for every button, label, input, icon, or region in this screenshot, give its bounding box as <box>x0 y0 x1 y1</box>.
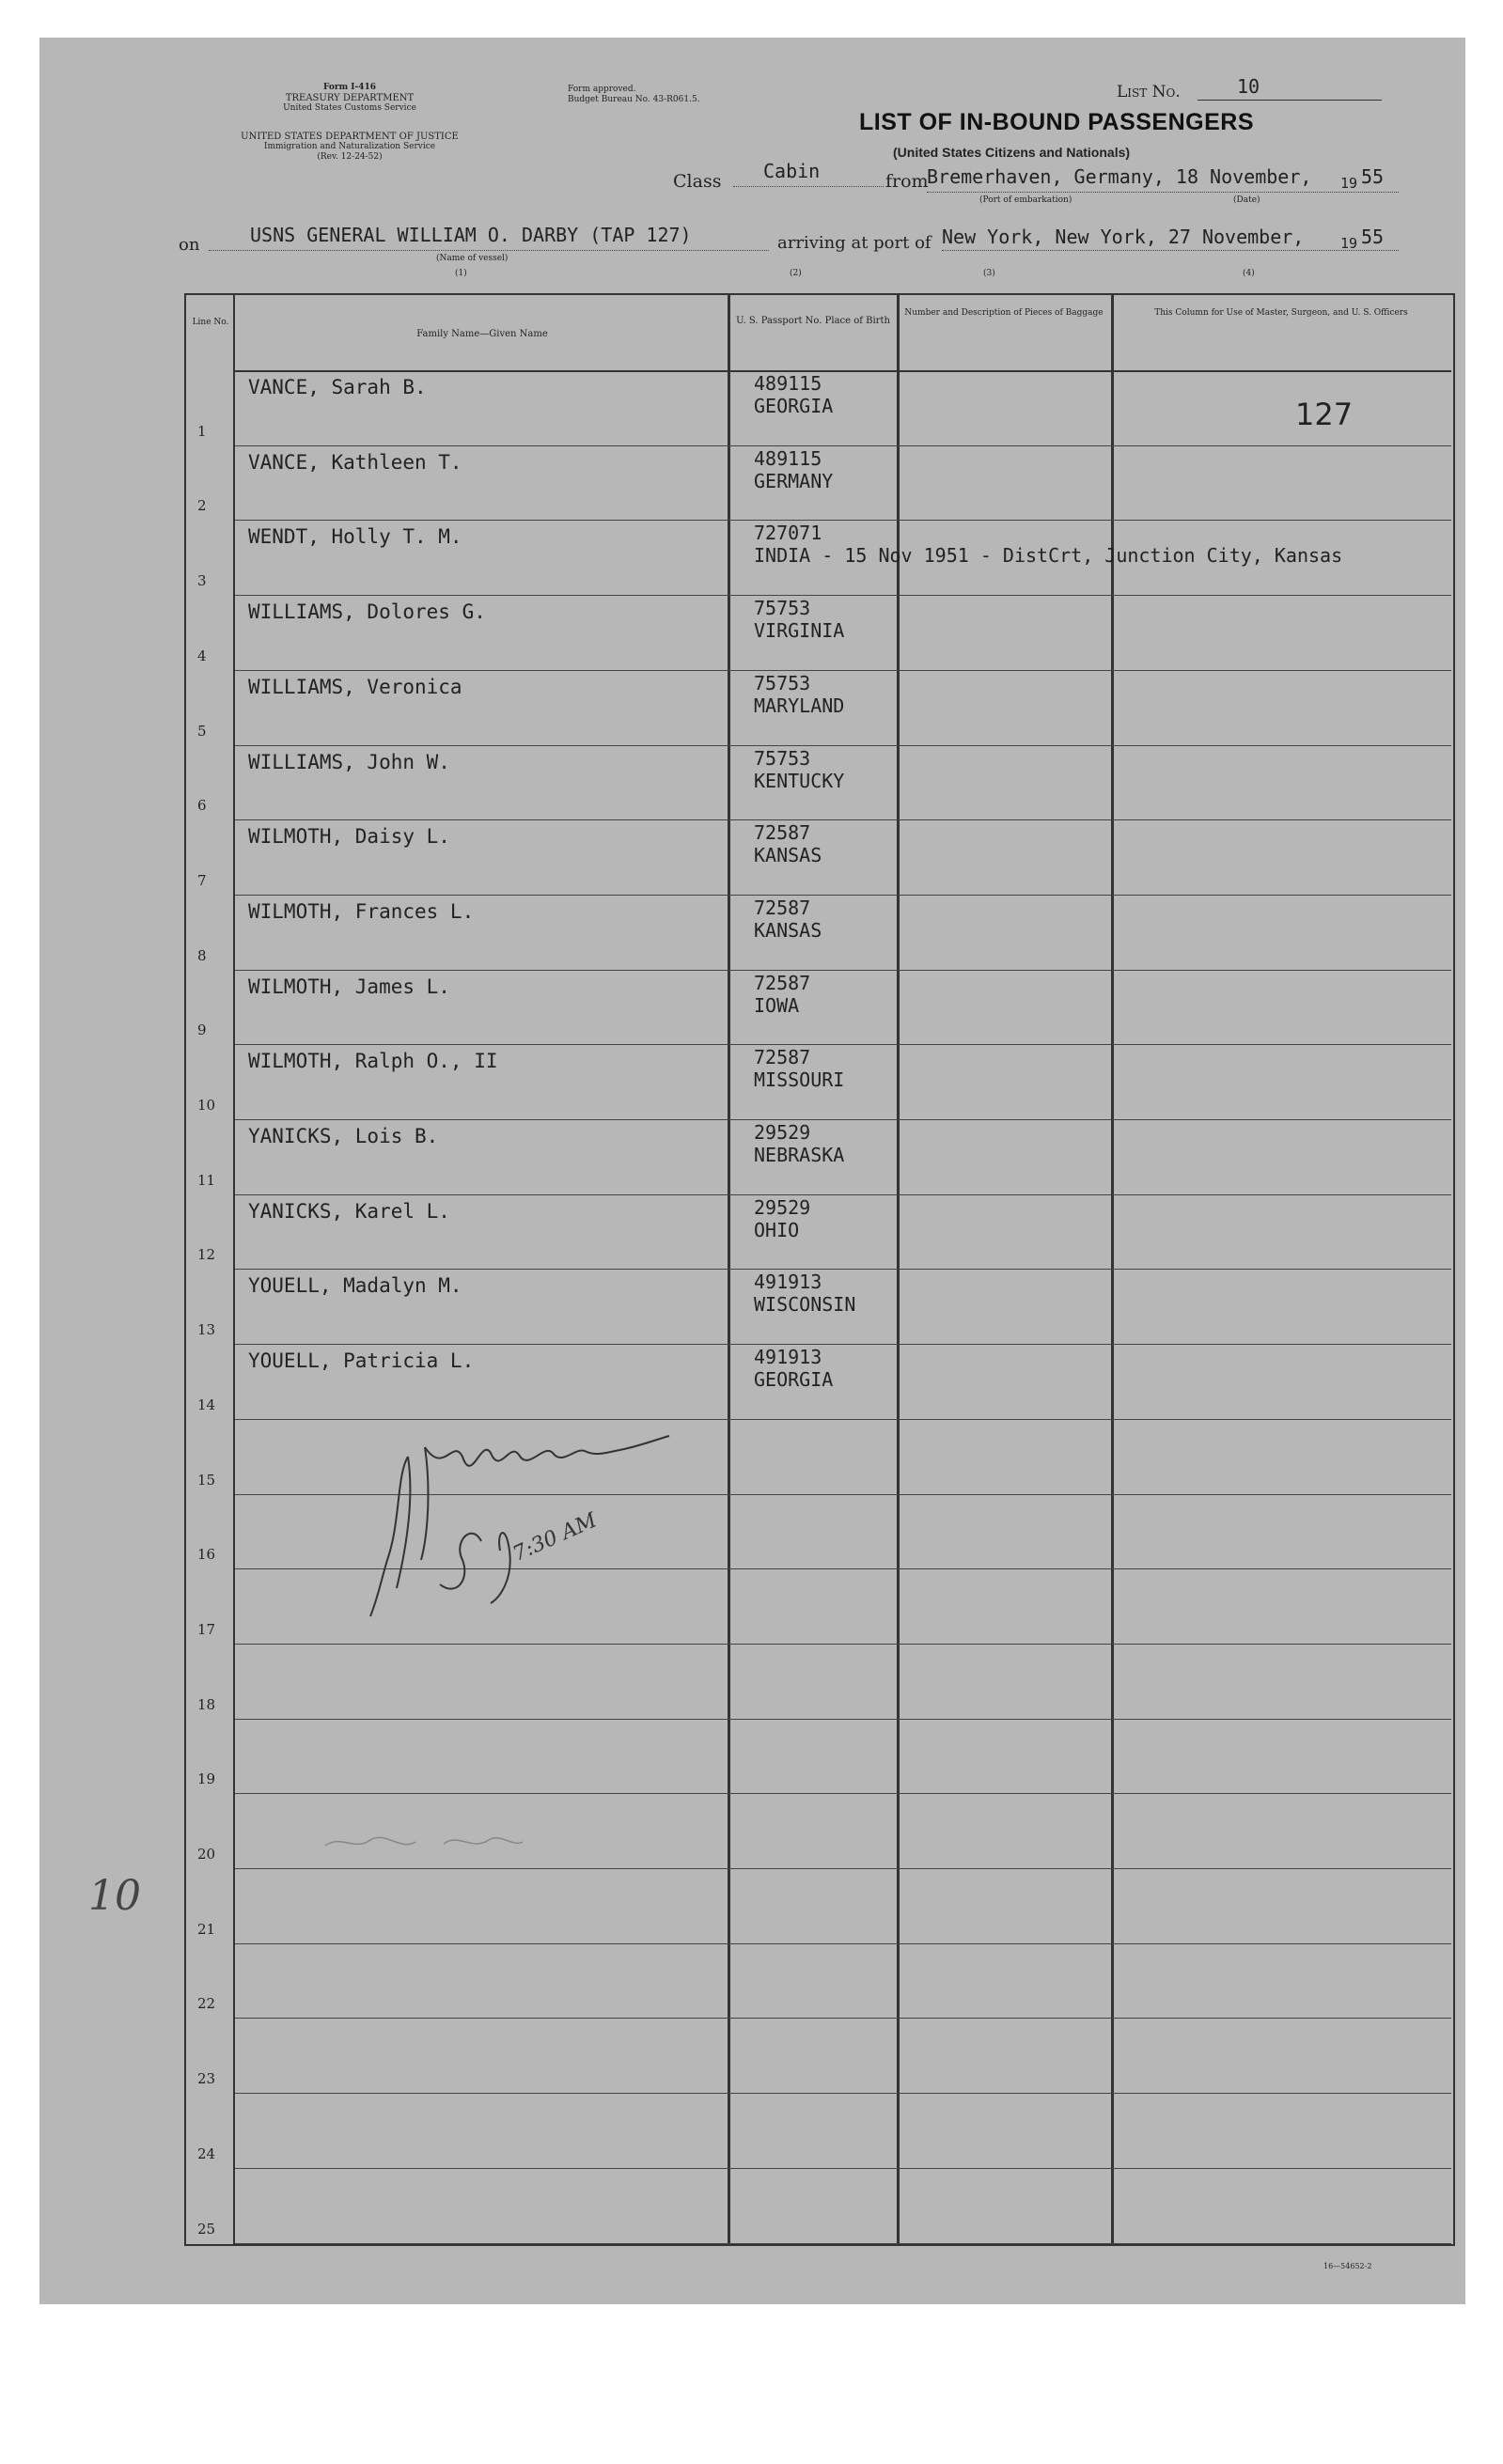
passport-number: 491913 <box>754 1271 822 1294</box>
class-underline <box>733 186 884 187</box>
row-rule <box>235 1719 1451 1720</box>
row-rule <box>235 1119 1451 1120</box>
faint-handwriting <box>321 1823 528 1861</box>
passenger-name: WILMOTH, Ralph O., II <box>248 1050 498 1073</box>
passport-number: 75753 <box>754 597 811 620</box>
passenger-name: YANICKS, Karel L. <box>248 1199 450 1223</box>
list-no-underline <box>1198 100 1382 101</box>
justice-department: UNITED STATES DEPARTMENT OF JUSTICE <box>241 132 459 142</box>
list-no-label: List No. <box>1117 83 1181 101</box>
date-caption: (Date) <box>1233 195 1260 205</box>
class-value: Cabin <box>763 160 821 182</box>
immigration-service: Immigration and Naturalization Service <box>263 142 436 151</box>
passport-number: 491913 <box>754 1346 822 1369</box>
officer-number: 127 <box>1295 397 1354 432</box>
margin-number: 10 <box>88 1872 141 1920</box>
arrival-year-suffix: 55 <box>1361 226 1385 248</box>
vessel-underline <box>209 250 769 251</box>
row-rule <box>235 1868 1451 1869</box>
place-of-birth: WISCONSIN <box>754 1293 856 1317</box>
passport-number: 72587 <box>754 896 811 919</box>
passenger-table <box>184 293 1455 2246</box>
header-name: Family Name—Given Name <box>416 329 548 339</box>
approval-block <box>568 85 700 105</box>
passenger-name: WILLIAMS, John W. <box>248 750 450 773</box>
line-number: 23 <box>197 2070 216 2088</box>
row-rule <box>235 2093 1451 2094</box>
row-rule <box>235 1194 1451 1195</box>
row-rule <box>235 1793 1451 1794</box>
budget-bureau: Budget Bureau No. 43-R061.5. <box>568 95 700 104</box>
line-number: 8 <box>197 946 207 964</box>
header-bottom-rule <box>235 370 1451 372</box>
passenger-name: YOUELL, Patricia L. <box>248 1349 475 1373</box>
row-rule <box>235 1943 1451 1944</box>
col-number-3: (3) <box>983 269 995 278</box>
place-of-birth: VIRGINIA <box>754 619 845 643</box>
place-of-birth: INDIA - 15 Nov 1951 - DistCrt, Junction City, Kansas <box>754 544 1343 568</box>
list-no-value: 10 <box>1237 75 1260 98</box>
footer-code: 16—54652-2 <box>1323 2262 1372 2270</box>
line-number: 22 <box>197 1995 216 2013</box>
line-number: 19 <box>197 1770 216 1788</box>
header-officers: This Column for Use of Master, Surgeon, and U. S. Officers <box>1154 308 1408 318</box>
col-number-4: (4) <box>1243 269 1255 278</box>
passenger-name: VANCE, Sarah B. <box>248 376 427 398</box>
line-number: 15 <box>197 1471 216 1489</box>
page-title: LIST OF IN-BOUND PASSENGERS <box>859 109 1255 135</box>
from-year-suffix: 55 <box>1361 165 1385 188</box>
from-value: Bremerhaven, Germany, 18 November, <box>927 165 1312 188</box>
place-of-birth: GERMANY <box>754 469 834 492</box>
line-number: 4 <box>197 647 207 664</box>
place-of-birth: KANSAS <box>754 918 822 942</box>
row-rule <box>235 670 1451 671</box>
row-rule <box>235 520 1451 521</box>
header-baggage: Number and Description of Pieces of Baggage <box>904 308 1104 318</box>
row-rule <box>235 745 1451 746</box>
line-number: 7 <box>197 871 207 889</box>
passenger-name: WILMOTH, Frances L. <box>248 899 475 923</box>
line-number: 3 <box>197 572 207 590</box>
line-number: 5 <box>197 722 207 740</box>
line-number: 10 <box>197 1097 216 1114</box>
passport-number: 72587 <box>754 821 811 845</box>
form-number: Form I-416 <box>322 83 377 92</box>
handwritten-time: 7:30 AM <box>509 1508 601 1567</box>
passenger-name: YANICKS, Lois B. <box>248 1125 439 1147</box>
page-subtitle: (United States Citizens and Nationals) <box>893 145 1131 160</box>
vessel-caption: (Name of vessel) <box>436 254 509 263</box>
place-of-birth: KENTUCKY <box>754 769 845 792</box>
passport-number: 29529 <box>754 1195 811 1219</box>
place-of-birth: MARYLAND <box>754 694 845 717</box>
place-of-birth: NEBRASKA <box>754 1144 845 1166</box>
passport-number: 75753 <box>754 746 811 770</box>
form-revision: (Rev. 12-24-52) <box>317 152 383 162</box>
from-label: from <box>885 171 929 192</box>
line-number: 12 <box>197 1246 216 1264</box>
row-rule <box>235 1344 1451 1345</box>
place-of-birth: OHIO <box>754 1218 800 1241</box>
place-of-birth: GEORGIA <box>754 1368 834 1392</box>
place-of-birth: MISSOURI <box>754 1068 845 1092</box>
passport-number: 489115 <box>754 446 822 470</box>
col-number-1: (1) <box>455 269 467 278</box>
row-rule <box>235 1044 1451 1045</box>
passport-number: 75753 <box>754 671 811 694</box>
place-of-birth: KANSAS <box>754 844 822 867</box>
row-rule <box>235 970 1451 971</box>
line-number: 21 <box>197 1920 216 1938</box>
passport-number: 489115 <box>754 372 822 395</box>
line-number: 18 <box>197 1695 216 1713</box>
place-of-birth: IOWA <box>754 993 800 1017</box>
row-rule <box>235 2243 1451 2244</box>
line-number: 14 <box>197 1396 216 1413</box>
passport-number: 72587 <box>754 1046 811 1069</box>
line-number: 2 <box>197 497 207 515</box>
row-rule <box>235 2018 1451 2019</box>
row-rule <box>235 819 1451 820</box>
passport-number: 72587 <box>754 971 811 994</box>
line-number: 20 <box>197 1846 216 1863</box>
header-passport: U. S. Passport No. Place of Birth <box>736 316 890 326</box>
row-rule <box>235 1269 1451 1270</box>
place-of-birth: GEORGIA <box>754 395 834 417</box>
row-rule <box>235 595 1451 596</box>
row-rule <box>235 895 1451 896</box>
customs-service: United States Customs Service <box>283 103 416 113</box>
form-sheet <box>39 38 1465 2304</box>
port-embark-caption: (Port of embarkation) <box>979 195 1072 205</box>
line-number: 17 <box>197 1620 216 1638</box>
passport-number: 29529 <box>754 1121 811 1144</box>
passenger-name: WILLIAMS, Veronica <box>248 675 462 698</box>
form-approved: Form approved. <box>568 85 636 94</box>
passenger-name: WILLIAMS, Dolores G. <box>248 600 486 624</box>
line-number: 13 <box>197 1321 216 1339</box>
passenger-name: WILMOTH, James L. <box>248 975 450 998</box>
arrival-value: New York, New York, 27 November, <box>942 226 1305 248</box>
treasury-department: TREASURY DEPARTMENT <box>285 93 415 103</box>
line-number: 6 <box>197 797 207 815</box>
line-number: 11 <box>197 1171 216 1189</box>
passenger-name: WILMOTH, Daisy L. <box>248 825 450 849</box>
line-number: 25 <box>197 2220 216 2238</box>
on-label: on <box>179 235 200 255</box>
form-agency-block <box>227 83 472 114</box>
vessel-value: USNS GENERAL WILLIAM O. DARBY (TAP 127) <box>250 224 692 246</box>
line-number: 24 <box>197 2144 216 2162</box>
passenger-name: WENDT, Holly T. M. <box>248 525 462 549</box>
row-rule <box>235 2168 1451 2169</box>
header-line-no: Line No. <box>192 318 229 327</box>
row-rule <box>235 445 1451 446</box>
arriving-label: arriving at port of <box>777 233 932 253</box>
line-number: 16 <box>197 1546 216 1564</box>
passport-number: 727071 <box>754 522 822 545</box>
col-number-2: (2) <box>790 269 802 278</box>
from-year-prefix: 19 <box>1340 175 1358 192</box>
passenger-name: YOUELL, Madalyn M. <box>248 1274 462 1298</box>
line-number: 9 <box>197 1021 207 1039</box>
arrival-underline <box>942 250 1399 251</box>
arrival-year-prefix: 19 <box>1340 235 1358 252</box>
from-underline <box>927 192 1399 193</box>
passenger-name: VANCE, Kathleen T. <box>248 450 462 474</box>
line-number: 1 <box>197 422 207 440</box>
justice-block <box>171 132 528 163</box>
class-label: Class <box>673 171 722 192</box>
